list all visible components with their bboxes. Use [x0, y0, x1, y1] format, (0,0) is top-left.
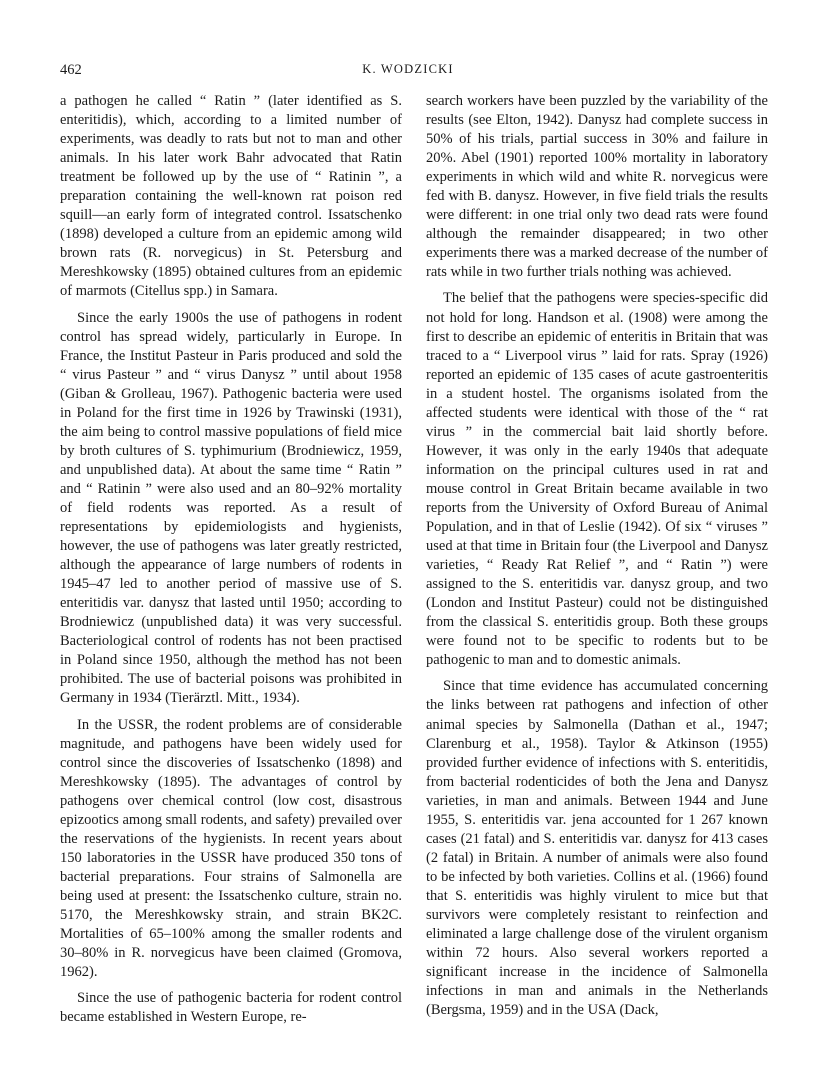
paragraph: search workers have been puzzled by the variability of the results (see Elton, 1942). Danysz had complete success in 50% of his trials, partial success in 30% and failure in 20%. Abel (1901) reported 100% mortality in laboratory experiments in which wild and white R. norvegicus were fed with B. danysz. However, in five field trials the results were different: in one trial only two dead rats were found although the remainder disappeared; in two other experiments there was a marked decrease of the number of rats while in two further trials nothing was achieved. — [426, 93, 768, 281]
right-column — [426, 92, 768, 1027]
paragraph: a pathogen he called “ Ratin ” (later identified as S. enteritidis), which, according to a limited number of experiments, was deadly to rats but not to man and other animals. In his later work Bahr advocated that Ratin treatment be followed up by the use of “ Ratinin ”, a preparation containing the well-known rat poison red squill—an early form of integrated control. Issatschenko (1898) developed a culture from an epidemic among wild brown rats (R. norvegicus) in St. Petersburg and Mereshkowsky (1895) obtained cultures from an epidemic of marmots (Citellus spp.) in Samara. — [60, 93, 402, 300]
left-column — [60, 92, 402, 1034]
page-number: 462 — [60, 62, 82, 78]
paragraph: Since the early 1900s the use of pathogens in rodent control has spread widely, particularly in Europe. In France, the Institut Pasteur in Paris produced and sold the “ virus Pasteur ” and “ virus Danysz ” until about 1958 (Giban & Grolleau, 1967). Pathogenic bacteria were used in Poland for the first time in 1926 by Trawinski (1931), the aim being to control massive populations of field mice by broth cultures of S. typhimurium (Brodniewicz, 1959, and unpublished data). At about the same time “ Ratin ” and “ Ratinin ” were also used and an 80–92% mortality of field rodents was reported. As a result of representations by epidemiologists and hygienists, however, the use of pathogens was later greatly restricted, although the appearance of large numbers of rodents in 1945–47 led to another period of massive use of S. enteritidis var. danysz that lasted until 1950; according to Brodniewicz (unpublished data) it was very successful. Bacteriological control of rodents has not been practised in Poland since 1950, although the method has not been prohibited. The use of bacterial poisons was prohibited in Germany in 1934 (Tierärztl. Mitt., 1934). — [60, 309, 402, 707]
paragraph: Since the use of pathogenic bacteria for rodent control became established in Western Europe, re- — [60, 990, 402, 1026]
paragraph: In the USSR, the rodent problems are of considerable magnitude, and pathogens have been widely used for control since the discoveries of Issatschenko (1898) and Mereshkowsky (1895). The advantages of control by pathogens over chemical control (low cost, disastrous epizootics among small rodents, and safety) prevailed over the reservations of the hygienists. In recent years about 150 laboratories in the USSR have produced 350 tons of bacterial preparations. Four strains of Salmonella are being used at present: the Issatschenko culture, strain no. 5170, the Mereshkowsky strain, and strain BK2C. Mortalities of 65–100% among the smaller rodents and 30–80% in R. norvegicus have been claimed (Gromova, 1962). — [60, 716, 402, 981]
paragraph: The belief that the pathogens were species-specific did not hold for long. Handson et al. (1908) were among the first to describe an epidemic of enteritis in Britain that was traced to a “ Liverpool virus ” laid for rats. Spray (1926) reported an epidemic of 135 cases of acute gastroenteritis in a student hostel. The organisms isolated from the affected students were identical with those of the “ rat virus ” in the commercial bait laid shortly before. However, it was only in the early 1940s that adequate information on the principal cultures used in rat and mouse control in Great Britain became available in two reports from the University of Oxford Bureau of Animal Population, and in that of Leslie (1942). Of six “ viruses ” used at that time in Britain four (the Liverpool and Danysz varieties, “ Ready Rat Relief ”, and “ Ratin ”) were assigned to the S. enteritidis var. danysz group, and two (London and Institut Pasteur) could not be distinguished from the classical S. enteritidis group. Both these groups were found not to be specific to rodents but to be pathogenic to man and to domestic animals. — [426, 290, 768, 669]
running-head: K. WODZICKI — [362, 62, 454, 76]
paragraph: Since that time evidence has accumulated concerning the links between rat pathogens and infection of other animal species by Salmonella (Dathan et al., 1947; Clarenburg et al., 1958). Taylor & Atkinson (1955) provided further evidence of infections with S. enteritidis, from bacterial rodenticides of both the Jena and Danysz varieties, in man and animals. Between 1944 and June 1955, S. enteritidis var. jena accounted for 1 267 known cases (21 fatal) and S. enteritidis var. danysz for 413 cases (2 fatal) in Britain. A number of animals were also found to be infected by both varieties. Collins et al. (1966) found that S. enteritidis was highly virulent to mice but that survivors were completely resistant to reinfection and eliminated a large challenge dose of the virulent organism within 72 hours. Also several workers reported a significant increase in the incidence of Salmonella infections in man and animals in the Netherlands (Bergsma, 1959) and in the USA (Dack, — [426, 678, 768, 1019]
